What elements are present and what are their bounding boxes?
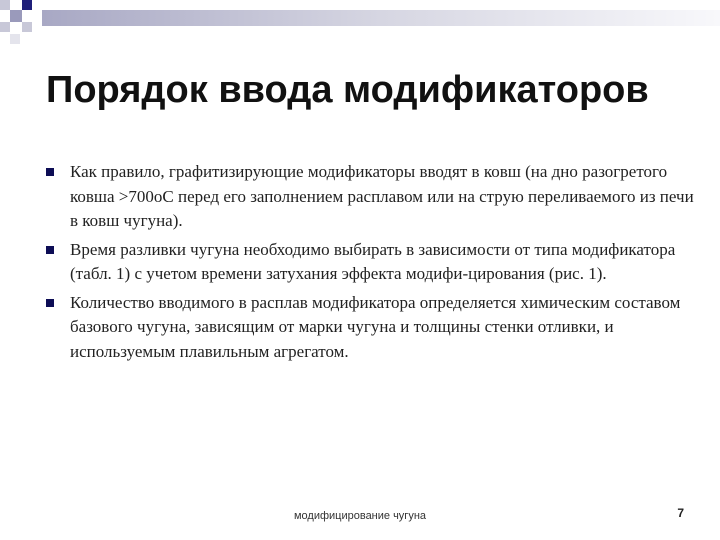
bullet-text: Время разливки чугуна необходимо выбирать в зависимости от типа модификатора (табл. 1) с учетом времени затухания эффекта модифи-цирования (рис. 1).: [70, 239, 676, 283]
slide-footer: модифицирование чугуна: [293, 510, 427, 522]
square-bullet-icon: [46, 168, 54, 176]
square-bullet-icon: [46, 246, 54, 254]
bullet-list: [46, 160, 696, 368]
list-item: [46, 160, 696, 234]
page-number: 7: [677, 506, 684, 520]
header-decoration: [0, 0, 720, 50]
list-item: [46, 291, 696, 365]
list-item: [46, 238, 696, 287]
bullet-text: Как правило, графитизирующие модификаторы вводят в ковш (на дно разогретого ковша >700oС перед его заполнением расплавом или на струю переливаемого из печи в ковш чугуна).: [70, 162, 694, 230]
bullet-text: Количество вводимого в расплав модификатора определяется химическим составом базового чугуна, зависящим от марки чугуна и толщины стенки отливки, и используемым плавильным агрегатом.: [70, 292, 681, 361]
slide-title: Порядок ввода модификаторов: [46, 69, 649, 111]
square-bullet-icon: [46, 299, 54, 307]
